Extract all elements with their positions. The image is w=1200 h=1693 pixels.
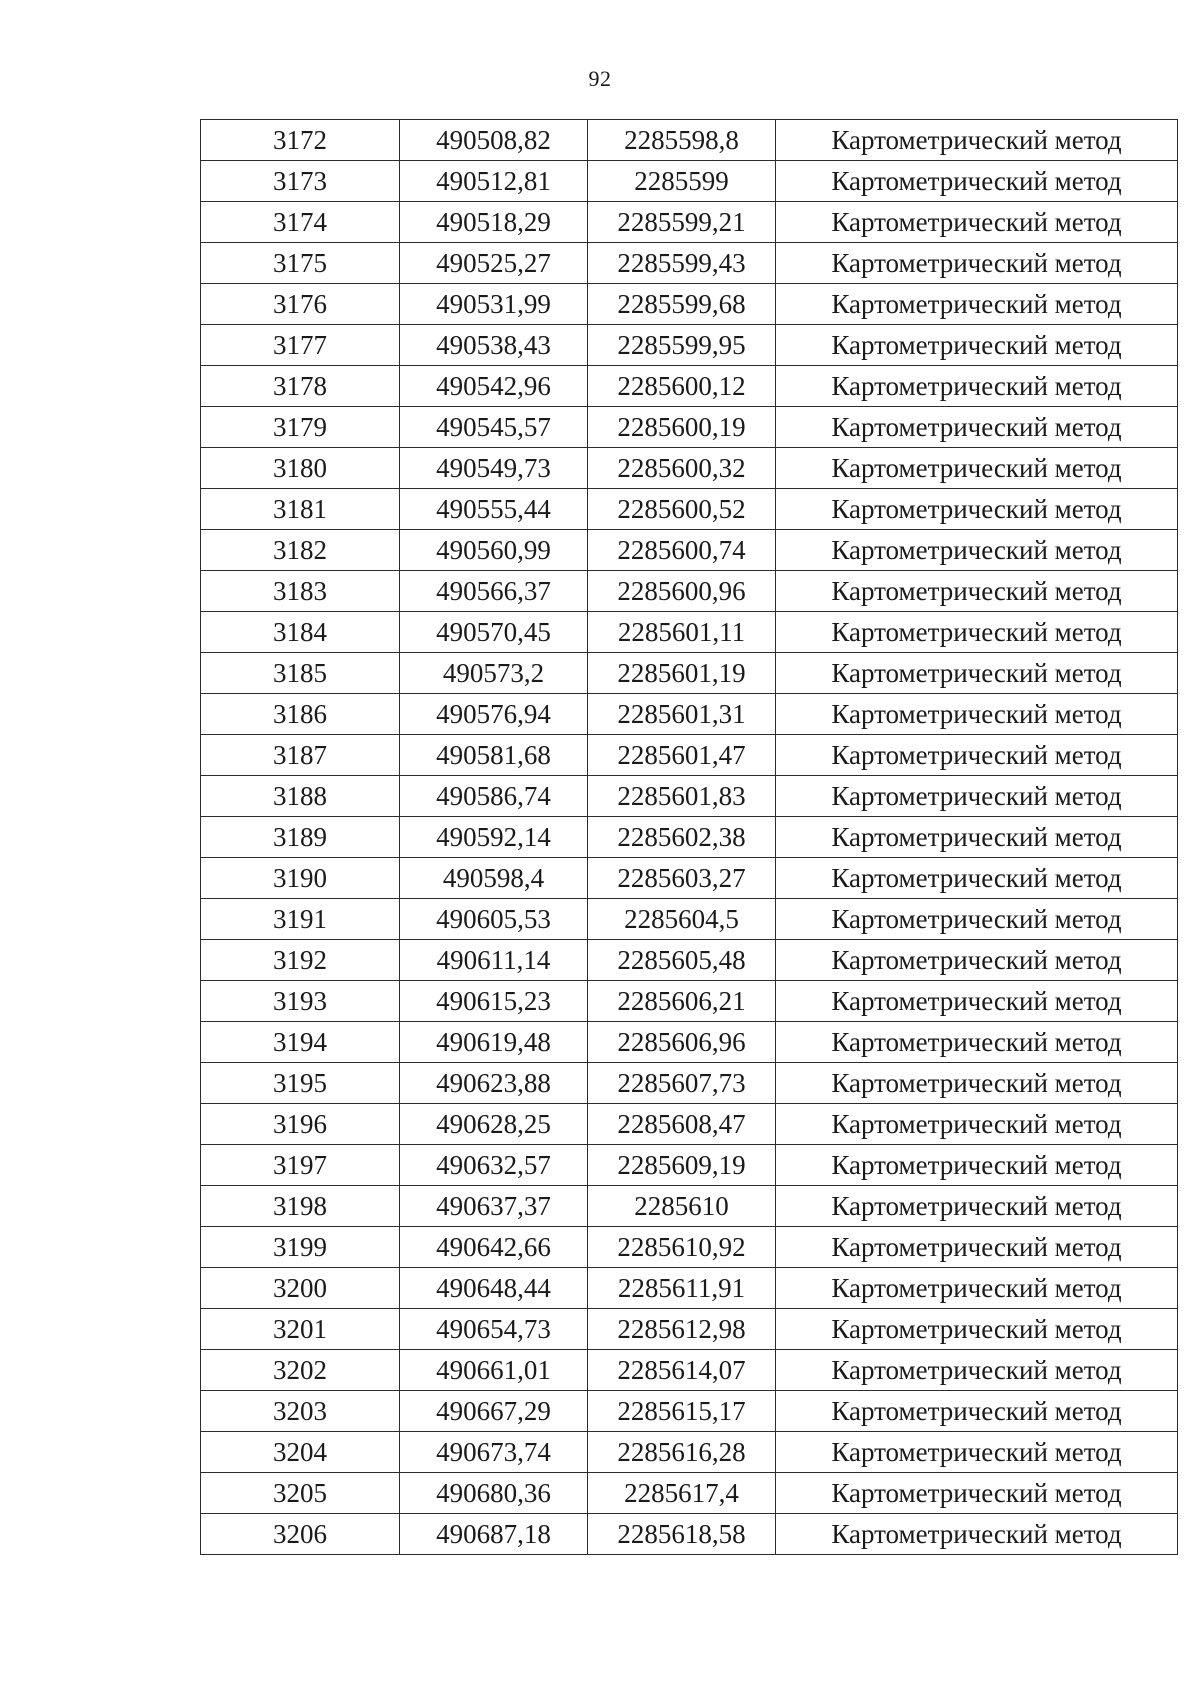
table-row bbox=[201, 981, 1178, 1022]
table-row bbox=[201, 1432, 1178, 1473]
y-coordinate-cell: 2285600,32 bbox=[588, 448, 776, 489]
y-coordinate-cell: 2285615,17 bbox=[588, 1391, 776, 1432]
point-number-cell: 3179 bbox=[201, 407, 400, 448]
point-number-cell: 3183 bbox=[201, 571, 400, 612]
y-coordinate-cell: 2285610 bbox=[588, 1186, 776, 1227]
method-cell: Картометрический метод bbox=[776, 817, 1178, 858]
method-cell: Картометрический метод bbox=[776, 612, 1178, 653]
y-coordinate-cell: 2285600,19 bbox=[588, 407, 776, 448]
method-cell: Картометрический метод bbox=[776, 325, 1178, 366]
point-number-cell: 3181 bbox=[201, 489, 400, 530]
point-number-cell: 3193 bbox=[201, 981, 400, 1022]
table-row bbox=[201, 1186, 1178, 1227]
point-number-cell: 3189 bbox=[201, 817, 400, 858]
x-coordinate-cell: 490570,45 bbox=[400, 612, 588, 653]
point-number-cell: 3177 bbox=[201, 325, 400, 366]
x-coordinate-cell: 490586,74 bbox=[400, 776, 588, 817]
x-coordinate-cell: 490611,14 bbox=[400, 940, 588, 981]
method-cell: Картометрический метод bbox=[776, 653, 1178, 694]
y-coordinate-cell: 2285601,11 bbox=[588, 612, 776, 653]
x-coordinate-cell: 490555,44 bbox=[400, 489, 588, 530]
table-row bbox=[201, 817, 1178, 858]
x-coordinate-cell: 490687,18 bbox=[400, 1514, 588, 1555]
y-coordinate-cell: 2285600,74 bbox=[588, 530, 776, 571]
table-row bbox=[201, 1063, 1178, 1104]
table-row bbox=[201, 571, 1178, 612]
table-row bbox=[201, 899, 1178, 940]
y-coordinate-cell: 2285618,58 bbox=[588, 1514, 776, 1555]
method-cell: Картометрический метод bbox=[776, 571, 1178, 612]
method-cell: Картометрический метод bbox=[776, 161, 1178, 202]
y-coordinate-cell: 2285599,21 bbox=[588, 202, 776, 243]
x-coordinate-cell: 490615,23 bbox=[400, 981, 588, 1022]
table-row bbox=[201, 161, 1178, 202]
x-coordinate-cell: 490508,82 bbox=[400, 120, 588, 161]
x-coordinate-cell: 490642,66 bbox=[400, 1227, 588, 1268]
y-coordinate-cell: 2285606,96 bbox=[588, 1022, 776, 1063]
point-number-cell: 3180 bbox=[201, 448, 400, 489]
point-number-cell: 3190 bbox=[201, 858, 400, 899]
y-coordinate-cell: 2285617,4 bbox=[588, 1473, 776, 1514]
method-cell: Картометрический метод bbox=[776, 1391, 1178, 1432]
y-coordinate-cell: 2285599,68 bbox=[588, 284, 776, 325]
table-row bbox=[201, 243, 1178, 284]
y-coordinate-cell: 2285609,19 bbox=[588, 1145, 776, 1186]
point-number-cell: 3199 bbox=[201, 1227, 400, 1268]
method-cell: Картометрический метод bbox=[776, 899, 1178, 940]
method-cell: Картометрический метод bbox=[776, 448, 1178, 489]
x-coordinate-cell: 490637,37 bbox=[400, 1186, 588, 1227]
x-coordinate-cell: 490525,27 bbox=[400, 243, 588, 284]
point-number-cell: 3175 bbox=[201, 243, 400, 284]
y-coordinate-cell: 2285600,52 bbox=[588, 489, 776, 530]
point-number-cell: 3203 bbox=[201, 1391, 400, 1432]
point-number-cell: 3172 bbox=[201, 120, 400, 161]
x-coordinate-cell: 490549,73 bbox=[400, 448, 588, 489]
y-coordinate-cell: 2285601,19 bbox=[588, 653, 776, 694]
x-coordinate-cell: 490667,29 bbox=[400, 1391, 588, 1432]
y-coordinate-cell: 2285604,5 bbox=[588, 899, 776, 940]
y-coordinate-cell: 2285612,98 bbox=[588, 1309, 776, 1350]
y-coordinate-cell: 2285614,07 bbox=[588, 1350, 776, 1391]
table-row bbox=[201, 1309, 1178, 1350]
point-number-cell: 3196 bbox=[201, 1104, 400, 1145]
point-number-cell: 3204 bbox=[201, 1432, 400, 1473]
x-coordinate-cell: 490654,73 bbox=[400, 1309, 588, 1350]
table-row bbox=[201, 489, 1178, 530]
point-number-cell: 3184 bbox=[201, 612, 400, 653]
y-coordinate-cell: 2285602,38 bbox=[588, 817, 776, 858]
x-coordinate-cell: 490661,01 bbox=[400, 1350, 588, 1391]
point-number-cell: 3174 bbox=[201, 202, 400, 243]
x-coordinate-cell: 490680,36 bbox=[400, 1473, 588, 1514]
table-row bbox=[201, 1104, 1178, 1145]
table-row bbox=[201, 448, 1178, 489]
x-coordinate-cell: 490518,29 bbox=[400, 202, 588, 243]
point-number-cell: 3173 bbox=[201, 161, 400, 202]
point-number-cell: 3195 bbox=[201, 1063, 400, 1104]
point-number-cell: 3186 bbox=[201, 694, 400, 735]
y-coordinate-cell: 2285600,12 bbox=[588, 366, 776, 407]
y-coordinate-cell: 2285606,21 bbox=[588, 981, 776, 1022]
method-cell: Картометрический метод bbox=[776, 120, 1178, 161]
y-coordinate-cell: 2285599,43 bbox=[588, 243, 776, 284]
x-coordinate-cell: 490581,68 bbox=[400, 735, 588, 776]
x-coordinate-cell: 490673,74 bbox=[400, 1432, 588, 1473]
method-cell: Картометрический метод bbox=[776, 489, 1178, 530]
x-coordinate-cell: 490512,81 bbox=[400, 161, 588, 202]
method-cell: Картометрический метод bbox=[776, 243, 1178, 284]
point-number-cell: 3201 bbox=[201, 1309, 400, 1350]
method-cell: Картометрический метод bbox=[776, 1514, 1178, 1555]
point-number-cell: 3182 bbox=[201, 530, 400, 571]
coordinates-table bbox=[200, 119, 1178, 1555]
point-number-cell: 3185 bbox=[201, 653, 400, 694]
x-coordinate-cell: 490573,2 bbox=[400, 653, 588, 694]
table-row bbox=[201, 407, 1178, 448]
method-cell: Картометрический метод bbox=[776, 1432, 1178, 1473]
method-cell: Картометрический метод bbox=[776, 1063, 1178, 1104]
table-row bbox=[201, 530, 1178, 571]
x-coordinate-cell: 490598,4 bbox=[400, 858, 588, 899]
x-coordinate-cell: 490566,37 bbox=[400, 571, 588, 612]
table-row bbox=[201, 1268, 1178, 1309]
table-row bbox=[201, 653, 1178, 694]
x-coordinate-cell: 490576,94 bbox=[400, 694, 588, 735]
method-cell: Картометрический метод bbox=[776, 735, 1178, 776]
table-row bbox=[201, 1473, 1178, 1514]
table-row bbox=[201, 1391, 1178, 1432]
table-row bbox=[201, 120, 1178, 161]
method-cell: Картометрический метод bbox=[776, 1145, 1178, 1186]
y-coordinate-cell: 2285599,95 bbox=[588, 325, 776, 366]
point-number-cell: 3197 bbox=[201, 1145, 400, 1186]
x-coordinate-cell: 490632,57 bbox=[400, 1145, 588, 1186]
table-row bbox=[201, 1227, 1178, 1268]
method-cell: Картометрический метод bbox=[776, 1309, 1178, 1350]
method-cell: Картометрический метод bbox=[776, 366, 1178, 407]
table-row bbox=[201, 1350, 1178, 1391]
table-row bbox=[201, 694, 1178, 735]
method-cell: Картометрический метод bbox=[776, 1022, 1178, 1063]
method-cell: Картометрический метод bbox=[776, 284, 1178, 325]
y-coordinate-cell: 2285601,47 bbox=[588, 735, 776, 776]
x-coordinate-cell: 490605,53 bbox=[400, 899, 588, 940]
point-number-cell: 3192 bbox=[201, 940, 400, 981]
table-row bbox=[201, 366, 1178, 407]
x-coordinate-cell: 490560,99 bbox=[400, 530, 588, 571]
x-coordinate-cell: 490545,57 bbox=[400, 407, 588, 448]
point-number-cell: 3200 bbox=[201, 1268, 400, 1309]
table-row bbox=[201, 284, 1178, 325]
table-row bbox=[201, 858, 1178, 899]
point-number-cell: 3206 bbox=[201, 1514, 400, 1555]
table-row bbox=[201, 1145, 1178, 1186]
y-coordinate-cell: 2285616,28 bbox=[588, 1432, 776, 1473]
method-cell: Картометрический метод bbox=[776, 1268, 1178, 1309]
y-coordinate-cell: 2285599 bbox=[588, 161, 776, 202]
method-cell: Картометрический метод bbox=[776, 858, 1178, 899]
point-number-cell: 3205 bbox=[201, 1473, 400, 1514]
point-number-cell: 3202 bbox=[201, 1350, 400, 1391]
y-coordinate-cell: 2285600,96 bbox=[588, 571, 776, 612]
method-cell: Картометрический метод bbox=[776, 1104, 1178, 1145]
coordinates-table-body bbox=[201, 120, 1178, 1555]
table-row bbox=[201, 735, 1178, 776]
table-row bbox=[201, 776, 1178, 817]
method-cell: Картометрический метод bbox=[776, 694, 1178, 735]
method-cell: Картометрический метод bbox=[776, 202, 1178, 243]
x-coordinate-cell: 490628,25 bbox=[400, 1104, 588, 1145]
x-coordinate-cell: 490592,14 bbox=[400, 817, 588, 858]
method-cell: Картометрический метод bbox=[776, 1473, 1178, 1514]
table-row bbox=[201, 940, 1178, 981]
method-cell: Картометрический метод bbox=[776, 1186, 1178, 1227]
point-number-cell: 3198 bbox=[201, 1186, 400, 1227]
method-cell: Картометрический метод bbox=[776, 940, 1178, 981]
y-coordinate-cell: 2285603,27 bbox=[588, 858, 776, 899]
y-coordinate-cell: 2285607,73 bbox=[588, 1063, 776, 1104]
y-coordinate-cell: 2285601,31 bbox=[588, 694, 776, 735]
point-number-cell: 3194 bbox=[201, 1022, 400, 1063]
point-number-cell: 3191 bbox=[201, 899, 400, 940]
point-number-cell: 3178 bbox=[201, 366, 400, 407]
table-row bbox=[201, 1022, 1178, 1063]
x-coordinate-cell: 490538,43 bbox=[400, 325, 588, 366]
method-cell: Картометрический метод bbox=[776, 530, 1178, 571]
table-row bbox=[201, 202, 1178, 243]
y-coordinate-cell: 2285611,91 bbox=[588, 1268, 776, 1309]
table-row bbox=[201, 612, 1178, 653]
x-coordinate-cell: 490648,44 bbox=[400, 1268, 588, 1309]
table-row bbox=[201, 1514, 1178, 1555]
method-cell: Картометрический метод bbox=[776, 1350, 1178, 1391]
y-coordinate-cell: 2285605,48 bbox=[588, 940, 776, 981]
y-coordinate-cell: 2285608,47 bbox=[588, 1104, 776, 1145]
point-number-cell: 3187 bbox=[201, 735, 400, 776]
x-coordinate-cell: 490531,99 bbox=[400, 284, 588, 325]
y-coordinate-cell: 2285598,8 bbox=[588, 120, 776, 161]
method-cell: Картометрический метод bbox=[776, 776, 1178, 817]
x-coordinate-cell: 490619,48 bbox=[400, 1022, 588, 1063]
point-number-cell: 3176 bbox=[201, 284, 400, 325]
method-cell: Картометрический метод bbox=[776, 981, 1178, 1022]
y-coordinate-cell: 2285610,92 bbox=[588, 1227, 776, 1268]
x-coordinate-cell: 490623,88 bbox=[400, 1063, 588, 1104]
x-coordinate-cell: 490542,96 bbox=[400, 366, 588, 407]
method-cell: Картометрический метод bbox=[776, 407, 1178, 448]
page-number: 92 bbox=[588, 66, 612, 91]
method-cell: Картометрический метод bbox=[776, 1227, 1178, 1268]
table-row bbox=[201, 325, 1178, 366]
point-number-cell: 3188 bbox=[201, 776, 400, 817]
y-coordinate-cell: 2285601,83 bbox=[588, 776, 776, 817]
